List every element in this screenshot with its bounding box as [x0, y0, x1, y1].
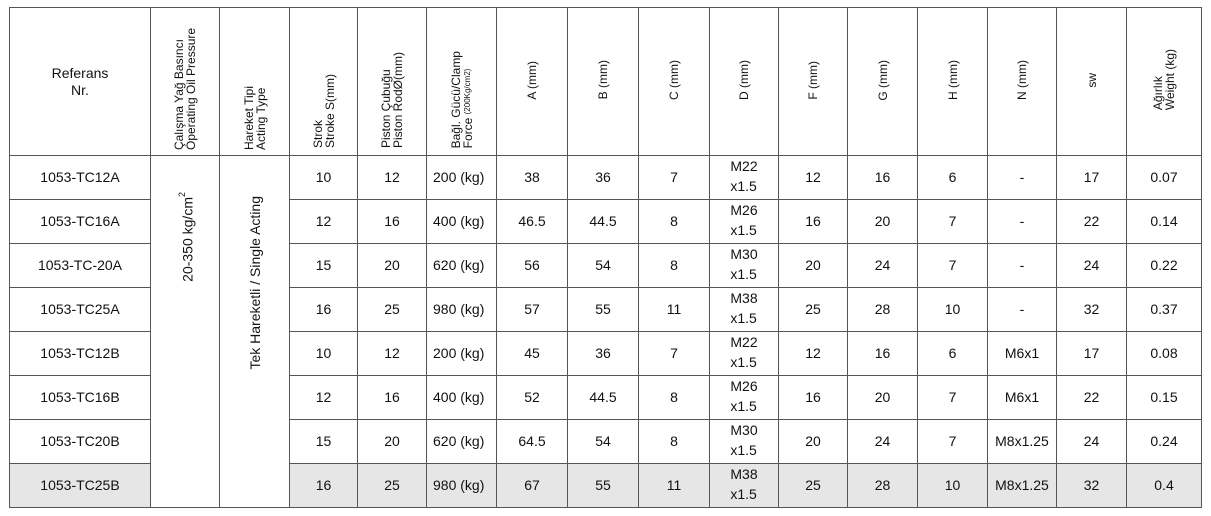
cell-g: 16 — [848, 332, 918, 376]
cell-force: 620 (kg) — [427, 420, 497, 464]
cell-reference: 1053-TC16B — [10, 376, 151, 420]
header-piston-rod-line1: Piston Çubuğu — [379, 69, 393, 148]
cell-d-size: M22 — [730, 334, 758, 350]
cell-stroke: 16 — [290, 464, 358, 508]
cell-sw: 17 — [1057, 332, 1127, 376]
cell-reference: 1053-TC25A — [10, 288, 151, 332]
cell-h: 10 — [918, 464, 988, 508]
header-sw — [1057, 8, 1127, 156]
cell-rod: 12 — [358, 156, 427, 200]
cell-sw: 32 — [1057, 288, 1127, 332]
cell-n: - — [988, 244, 1057, 288]
cell-c: 8 — [639, 244, 710, 288]
header-acting-type-line1: Hareket Tipi — [241, 85, 256, 150]
header-clamp-force-line2: Force — [460, 117, 475, 148]
cell-b: 44.5 — [568, 200, 639, 244]
cell-n: M6x1 — [988, 332, 1057, 376]
cell-c: 8 — [639, 420, 710, 464]
cell-a: 46.5 — [497, 200, 568, 244]
cell-f: 25 — [779, 464, 848, 508]
cell-w: 0.37 — [1127, 288, 1202, 332]
header-clamp-force — [427, 8, 497, 156]
cell-f: 16 — [779, 376, 848, 420]
cell-d-size: M22 — [730, 158, 758, 174]
cell-d — [710, 420, 779, 464]
cell-h: 10 — [918, 288, 988, 332]
cell-stroke: 15 — [290, 244, 358, 288]
cell-n: - — [988, 200, 1057, 244]
cell-force: 980 (kg) — [427, 464, 497, 508]
cell-a: 52 — [497, 376, 568, 420]
cell-w: 0.22 — [1127, 244, 1202, 288]
cell-h: 7 — [918, 376, 988, 420]
header-pressure-line1: Çalışma Yağ Basıncı — [172, 39, 186, 150]
cell-g: 16 — [848, 156, 918, 200]
cell-d-pitch: x1.5 — [730, 398, 757, 414]
cell-sw: 24 — [1057, 244, 1127, 288]
cell-n: - — [988, 156, 1057, 200]
cell-sw: 22 — [1057, 376, 1127, 420]
cell-g: 24 — [848, 420, 918, 464]
cell-stroke: 16 — [290, 288, 358, 332]
cell-b: 44.5 — [568, 376, 639, 420]
acting-type-value: Tek Hareketli / Single Acting — [246, 196, 263, 370]
cell-d — [710, 288, 779, 332]
cell-f: 25 — [779, 288, 848, 332]
header-weight-line1: Ağırlık — [1151, 76, 1165, 111]
cell-a: 45 — [497, 332, 568, 376]
cell-sw: 24 — [1057, 420, 1127, 464]
header-n-label: N (mm) — [1015, 60, 1029, 100]
header-acting-type-line2: Acting Type — [253, 87, 268, 150]
header-n — [988, 8, 1057, 156]
cell-d-pitch: x1.5 — [730, 178, 757, 194]
cell-reference: 1053-TC20B — [10, 420, 151, 464]
header-g-label: G (mm) — [875, 59, 890, 101]
cell-force: 200 (kg) — [427, 332, 497, 376]
cell-a: 57 — [497, 288, 568, 332]
cell-b: 36 — [568, 332, 639, 376]
cell-stroke: 15 — [290, 420, 358, 464]
cell-d-size: M30 — [730, 246, 758, 262]
cell-d — [710, 332, 779, 376]
header-sw-label: sw — [1084, 72, 1099, 88]
cell-b: 55 — [568, 288, 639, 332]
cell-c: 7 — [639, 332, 710, 376]
cell-rod: 25 — [358, 464, 427, 508]
cell-c: 11 — [639, 464, 710, 508]
cell-force: 400 (kg) — [427, 376, 497, 420]
cell-d-pitch: x1.5 — [730, 442, 757, 458]
cell-rod: 20 — [358, 244, 427, 288]
cell-b: 54 — [568, 420, 639, 464]
cell-reference: 1053-TC25B — [10, 464, 151, 508]
cell-a: 67 — [497, 464, 568, 508]
cell-h: 7 — [918, 244, 988, 288]
cell-w: 0.4 — [1127, 464, 1202, 508]
header-piston-rod-line2: Piston RodØ(mm) — [391, 51, 405, 148]
cell-c: 8 — [639, 376, 710, 420]
cell-w: 0.07 — [1127, 156, 1202, 200]
cell-d-size: M26 — [730, 202, 758, 218]
cell-reference: 1053-TC-20A — [10, 244, 151, 288]
cell-force: 980 (kg) — [427, 288, 497, 332]
cell-rod: 20 — [358, 420, 427, 464]
header-a-label: A (mm) — [525, 60, 539, 100]
cell-h: 6 — [918, 332, 988, 376]
cell-rod: 16 — [358, 200, 427, 244]
header-c — [639, 8, 710, 156]
cell-f: 16 — [779, 200, 848, 244]
cell-w: 0.24 — [1127, 420, 1202, 464]
header-d — [710, 8, 779, 156]
cell-reference: 1053-TC12A — [10, 156, 151, 200]
header-b-label: B (mm) — [596, 60, 610, 100]
header-reference-line2: Nr. — [71, 81, 89, 98]
cell-d-size: M26 — [730, 378, 758, 394]
cell-force: 620 (kg) — [427, 244, 497, 288]
cell-d-pitch: x1.5 — [730, 310, 757, 326]
header-h-label: H (mm) — [945, 60, 960, 100]
cell-stroke: 10 — [290, 332, 358, 376]
header-c-label: C (mm) — [667, 60, 681, 100]
cell-reference: 1053-TC16A — [10, 200, 151, 244]
cell-g: 20 — [848, 376, 918, 420]
cell-b: 36 — [568, 156, 639, 200]
cell-d-size: M38 — [730, 466, 758, 482]
cell-sw: 17 — [1057, 156, 1127, 200]
cell-g: 28 — [848, 464, 918, 508]
cell-d-size: M38 — [730, 290, 758, 306]
header-pressure-line2: Operating Oil Pressure — [184, 27, 198, 150]
table-body — [10, 156, 1202, 508]
header-reference-line1: Referans — [51, 64, 109, 81]
cell-a: 56 — [497, 244, 568, 288]
cell-d-pitch: x1.5 — [730, 222, 757, 238]
operating-pressure-superscript: 2 — [177, 192, 188, 198]
cell-d — [710, 244, 779, 288]
header-b — [568, 8, 639, 156]
header-piston-rod — [358, 8, 427, 156]
cell-a: 64.5 — [497, 420, 568, 464]
header-row — [10, 8, 1202, 156]
cell-h: 6 — [918, 156, 988, 200]
cell-d-pitch: x1.5 — [730, 486, 757, 502]
cell-h: 7 — [918, 200, 988, 244]
merged-acting-type — [220, 156, 290, 508]
cell-n: M6x1 — [988, 376, 1057, 420]
cell-rod: 25 — [358, 288, 427, 332]
header-stroke — [290, 8, 358, 156]
cell-stroke: 12 — [290, 376, 358, 420]
cell-c: 7 — [639, 156, 710, 200]
cell-g: 20 — [848, 200, 918, 244]
cell-f: 20 — [779, 420, 848, 464]
cell-c: 8 — [639, 200, 710, 244]
cell-d-pitch: x1.5 — [730, 354, 757, 370]
merged-operating-pressure — [151, 156, 220, 508]
header-clamp-force-line1: Bağl. Gücü/Clamp — [448, 50, 463, 148]
cell-h: 7 — [918, 420, 988, 464]
cell-c: 11 — [639, 288, 710, 332]
header-d-label: D (mm) — [737, 60, 751, 100]
cell-b: 55 — [568, 464, 639, 508]
header-g — [848, 8, 918, 156]
cell-d-size: M30 — [730, 422, 758, 438]
header-f-label: F (mm) — [806, 60, 820, 100]
cell-d — [710, 156, 779, 200]
header-acting-type — [220, 8, 290, 156]
cell-w: 0.14 — [1127, 200, 1202, 244]
specification-table — [9, 7, 1202, 508]
header-a — [497, 8, 568, 156]
cell-n: - — [988, 288, 1057, 332]
header-stroke-line2: Stroke S(mm) — [322, 73, 337, 148]
cell-a: 38 — [497, 156, 568, 200]
cell-d-pitch: x1.5 — [730, 266, 757, 282]
cell-w: 0.08 — [1127, 332, 1202, 376]
cell-stroke: 12 — [290, 200, 358, 244]
cell-rod: 12 — [358, 332, 427, 376]
cell-b: 54 — [568, 244, 639, 288]
cell-f: 20 — [779, 244, 848, 288]
cell-g: 28 — [848, 288, 918, 332]
cell-d — [710, 464, 779, 508]
operating-pressure-value: 20-350 kg/cm — [179, 197, 196, 282]
cell-f: 12 — [779, 156, 848, 200]
cell-n: M8x1.25 — [988, 464, 1057, 508]
cell-w: 0.15 — [1127, 376, 1202, 420]
cell-force: 400 (kg) — [427, 200, 497, 244]
header-f — [779, 8, 848, 156]
header-weight — [1127, 8, 1202, 156]
header-pressure — [151, 8, 220, 156]
cell-rod: 16 — [358, 376, 427, 420]
header-reference — [10, 8, 151, 156]
cell-reference: 1053-TC12B — [10, 332, 151, 376]
cell-g: 24 — [848, 244, 918, 288]
header-weight-line2: Weight (kg) — [1163, 49, 1177, 111]
cell-stroke: 10 — [290, 156, 358, 200]
header-clamp-force-unit: (200Kg/cm2) — [462, 68, 472, 114]
cell-force: 200 (kg) — [427, 156, 497, 200]
cell-sw: 22 — [1057, 200, 1127, 244]
cell-d — [710, 200, 779, 244]
cell-f: 12 — [779, 332, 848, 376]
cell-d — [710, 376, 779, 420]
table-row — [10, 156, 1202, 200]
cell-n: M8x1.25 — [988, 420, 1057, 464]
header-h — [918, 8, 988, 156]
cell-sw: 32 — [1057, 464, 1127, 508]
header-stroke-line1: Strok — [310, 119, 325, 148]
